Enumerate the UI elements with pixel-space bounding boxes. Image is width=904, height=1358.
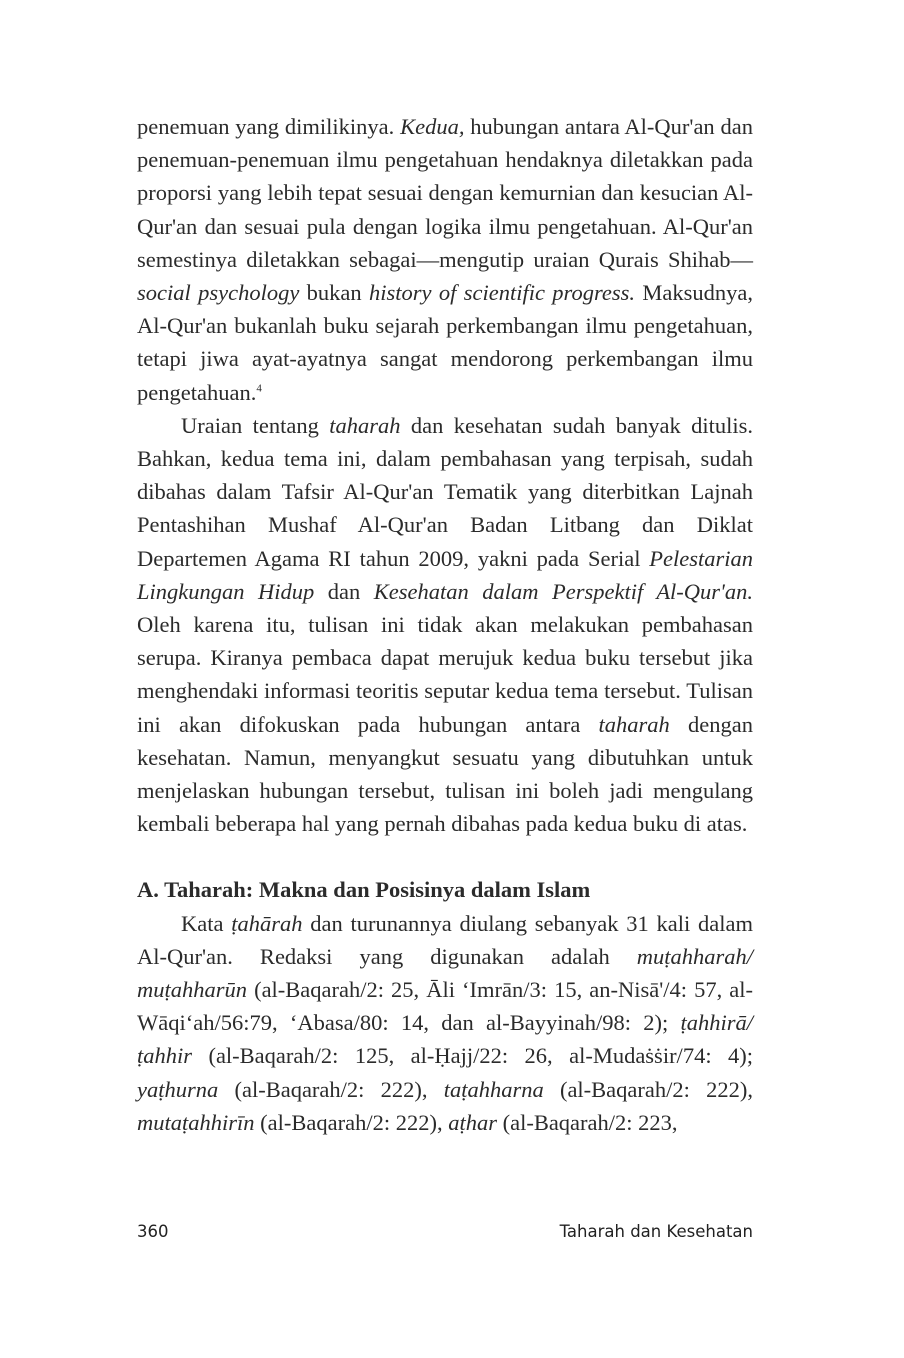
text-run: Uraian tentang (181, 412, 330, 438)
italic-term: ṭahhirā/ ṭahhir (137, 1010, 753, 1069)
italic-term: history of scientific progress. (369, 280, 636, 306)
paragraph-taharah-kesehatan (137, 409, 753, 841)
italic-term: taharah (329, 412, 401, 438)
text-run: (al-Baqarah/2: 222), (543, 1076, 753, 1102)
italic-term: muṭahharah/ muṭahharūn (137, 943, 753, 1003)
text-run: (al-Baqarah/2: 125, al-Ḥajj/22: 26, al-Mudaṡṡir/74: 4); (192, 1043, 753, 1069)
text-run: (al-Baqarah/2: 222), (218, 1076, 444, 1102)
italic-term: taṭahharna (443, 1076, 544, 1102)
text-run: (al-Baqarah/2: 222), (254, 1109, 449, 1135)
text-run: (al-Baqarah/2: 25, Āli ‘Imrān/3: 15, an-Nisā'/4: 57, al-Wāqi‘ah/56:79, ‘Abasa/80: 14, dan al-Bayyinah/98: 2); (137, 977, 753, 1036)
italic-term: social psychology (137, 280, 300, 306)
text-run: hubungan antara Al-Qur'an dan penemuan-penemuan ilmu pengetahuan hendaknya diletakkan pada proporsi yang lebih tepat sesuai dengan kemurnian dan kesucian Al-Qur'an dan sesuai pula dengan logika ilmu pengetahuan. Al-Qur'an semestinya diletakkan sebagai—mengutip uraian Qurais Shihab— (137, 114, 753, 272)
italic-term: Pelestarian Lingkungan Hidup (137, 545, 753, 604)
text-run: Oleh karena itu, tulisan ini tidak akan melakukan pembahasan serupa. Kiranya pembaca dapat merujuk kedua buku tersebut jika menghendaki informasi teoritis seputar kedua tema tersebut. Tulisan ini akan difokuskan pada hubungan antara (137, 612, 753, 737)
running-title: Taharah dan Kesehatan (559, 1222, 753, 1241)
section-heading: A. Taharah: Makna dan Posisinya dalam Islam (137, 877, 591, 903)
italic-term: aṭhar (448, 1109, 497, 1135)
text-run: Maksudnya, Al-Qur'an bukanlah buku sejarah perkembangan ilmu pengetahuan, tetapi jiwa ayat-ayatnya sangat mendorong perkembangan ilmu pengetahuan. (137, 280, 753, 405)
paragraph-kata-taharah (137, 907, 753, 1139)
text-run: penemuan yang dimilikinya. (137, 114, 401, 139)
page-body (137, 110, 753, 1139)
page-number: 360 (137, 1222, 169, 1241)
text-run: (al-Baqarah/2: 223, (496, 1109, 678, 1135)
footnote-marker[interactable]: 4 (256, 382, 262, 395)
italic-term: ṭahārah (231, 910, 303, 936)
italic-term: Kesehatan dalam Perspektif Al-Qur'an. (373, 578, 753, 604)
text-run: dan (314, 578, 374, 604)
text-run: dengan kesehatan. Namun, menyangkut sesuatu yang dibutuhkan untuk menjelaskan hubungan tersebut, tulisan ini boleh jadi mengulang kembali beberapa hal yang pernah dibahas pada kedua buku di atas. (137, 711, 753, 837)
text-run: Kata (181, 910, 232, 936)
italic-term: Kedua, (400, 114, 465, 139)
page-footer (137, 1222, 753, 1246)
text-run: dan turunannya diulang sebanyak 31 kali dalam Al-Qur'an. Redaksi yang digunakan adalah (137, 910, 753, 969)
text-run: dan kesehatan sudah banyak ditulis. Bahkan, kedua tema ini, dalam pembahasan yang terpisah, sudah dibahas dalam Tafsir Al-Qur'an Tematik yang diterbitkan Lajnah Pentashihan Mushaf Al-Qur'an Badan Litbang dan Diklat Departemen Agama RI tahun 2009, yakni pada Serial (137, 412, 753, 571)
paragraph-continuation (137, 110, 753, 409)
italic-term: taharah (598, 711, 670, 737)
text-run: bukan (299, 280, 370, 306)
italic-term: mutaṭahhirīn (137, 1109, 255, 1135)
italic-term: yaṭhurna (137, 1076, 219, 1102)
